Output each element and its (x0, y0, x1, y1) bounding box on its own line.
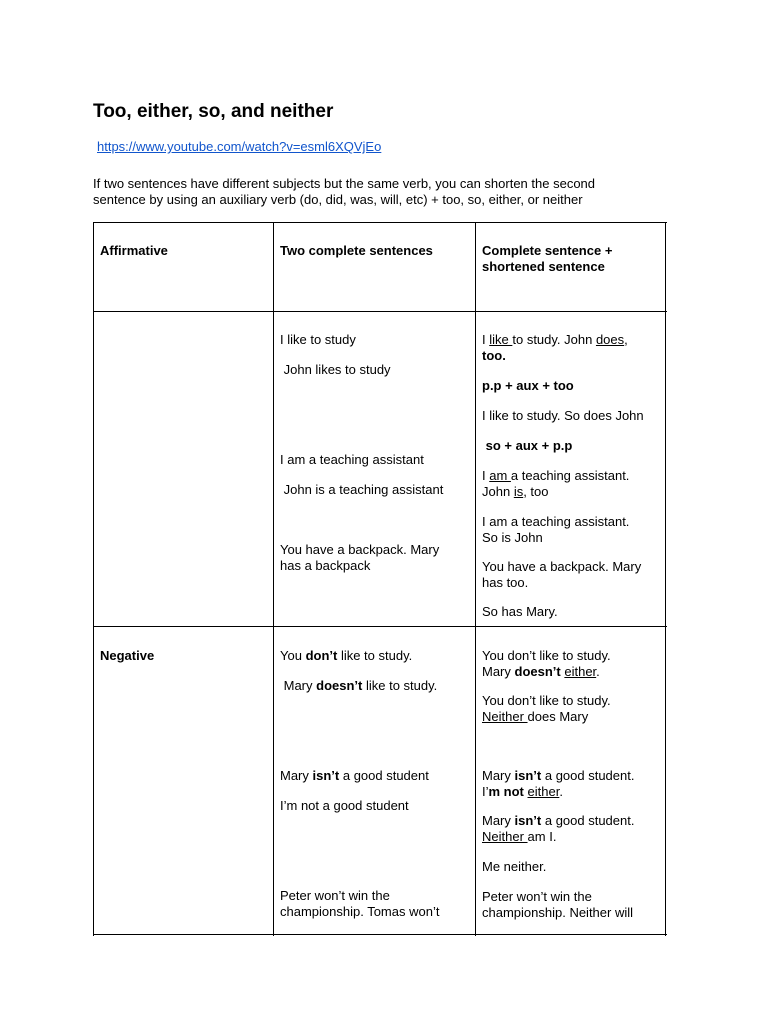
intro-line-2: sentence by using an auxiliary verb (do, did, was, will, etc) + too, so, either, or neither (93, 192, 583, 207)
neg-sentence-1 (280, 648, 412, 664)
youtube-link[interactable]: https://www.youtube.com/watch?v=esml6XQVjEo (97, 139, 382, 154)
neg-sentence-2-c: like to study. (362, 678, 438, 693)
neg-short-2-line-1: You don’t like to study. (482, 693, 611, 708)
neg-sentence-1-c: like to study. (337, 648, 413, 663)
aff-short-3-c: a teaching assistant. (510, 468, 630, 483)
neg-short-3-either: either (527, 784, 560, 799)
aff-sentence-2: John likes to study (280, 362, 391, 377)
header-row-divider (93, 311, 667, 312)
intro-line-1: If two sentences have different subjects but the same verb, you can shorten the second (93, 176, 596, 191)
neg-short-2 (482, 693, 611, 725)
header-two-sentences: Two complete sentences (280, 243, 433, 258)
aff-short-5-line-2: has too. (482, 575, 529, 590)
table-border-top (93, 222, 667, 223)
column-divider-2 (475, 222, 476, 936)
aff-pattern-too: p.p + aux + too (482, 378, 574, 393)
aff-short-4 (482, 514, 629, 546)
aff-short-4-line-2: So is John (482, 530, 543, 545)
neg-short-1 (482, 648, 611, 680)
neg-short-2-b: does Mary (527, 709, 589, 724)
neg-sentence-2-doesnt: doesn’t (316, 678, 363, 693)
column-divider-1 (273, 222, 274, 936)
neg-sentence-5-line-2: championship. Tomas won’t (280, 904, 440, 919)
aff-short-3-e: , too (523, 484, 549, 499)
aff-short-1-too: too. (482, 348, 506, 363)
neg-short-1-e: . (596, 664, 600, 679)
aff-short-1-does: does (595, 332, 625, 347)
aff-short-2: I like to study. So does John (482, 408, 644, 423)
aff-sentence-5 (280, 542, 439, 574)
neg-short-6-line-2: championship. Neither will (482, 905, 634, 920)
header-shortened-line-2: shortened sentence (482, 259, 605, 274)
neg-sentence-5 (280, 888, 439, 920)
table-border-left (93, 222, 94, 936)
aff-short-6: So has Mary. (482, 604, 558, 619)
table-border-bottom (93, 934, 667, 935)
neg-short-1-doesnt: doesn’t (514, 664, 561, 679)
aff-sentence-1: I like to study (280, 332, 356, 347)
neg-short-1-a: Mary (482, 664, 515, 679)
aff-short-3-is: is (513, 484, 524, 499)
header-affirmative: Affirmative (100, 243, 168, 258)
neg-short-3-isnt: isn’t (514, 768, 542, 783)
aff-sentence-5-line-2: has a backpack (280, 558, 371, 573)
aff-pattern-so: so + aux + p.p (482, 438, 573, 453)
neg-short-4-c: a good student. (541, 813, 635, 828)
neg-short-3-a: Mary (482, 768, 515, 783)
neg-short-3-c: a good student. (541, 768, 635, 783)
intro-paragraph (93, 176, 683, 208)
neg-sentence-5-line-1: Peter won’t win the (280, 888, 390, 903)
table-border-right (665, 222, 666, 936)
header-shortened-line-1: Complete sentence + (482, 243, 613, 258)
neg-short-6 (482, 889, 633, 921)
neg-short-4-d: am I. (527, 829, 557, 844)
aff-short-5-line-1: You have a backpack. Mary (482, 559, 642, 574)
grammar-table (93, 222, 667, 936)
aff-short-3 (482, 468, 629, 500)
neg-sentence-2-a: Mary (280, 678, 317, 693)
neg-sentence-3 (280, 768, 429, 784)
aff-short-1-c: to study. John (512, 332, 596, 347)
neg-short-4-neither: Neither (482, 829, 528, 844)
aff-short-1-e: , (624, 332, 628, 347)
neg-short-2-neither: Neither (482, 709, 528, 724)
aff-short-5 (482, 559, 641, 591)
neg-short-4 (482, 813, 634, 845)
aff-short-3-am: am (489, 468, 511, 483)
neg-short-4-isnt: isn’t (514, 813, 542, 828)
neg-sentence-3-c: a good student (339, 768, 429, 783)
neg-sentence-1-dont: don’t (305, 648, 338, 663)
neg-short-1-line-1: You don’t like to study. (482, 648, 611, 663)
neg-short-6-line-1: Peter won’t win the (482, 889, 592, 904)
aff-sentence-5-line-1: You have a backpack. Mary (280, 542, 440, 557)
aff-sentence-4: John is a teaching assistant (280, 482, 444, 497)
neg-sentence-1-a: You (280, 648, 306, 663)
header-shortened (482, 243, 612, 275)
aff-short-1-a: I (482, 332, 490, 347)
aff-short-3-d: John (482, 484, 514, 499)
neg-short-5: Me neither. (482, 859, 547, 874)
negative-label: Negative (100, 648, 155, 663)
aff-short-1 (482, 332, 628, 364)
neg-short-1-either: either (564, 664, 597, 679)
document-title: Too, either, so, and neither (93, 101, 334, 122)
neg-short-3-mnot: m not (488, 784, 524, 799)
row-divider (93, 626, 667, 627)
aff-sentence-3: I am a teaching assistant (280, 452, 424, 467)
neg-sentence-2 (280, 678, 437, 694)
neg-short-3-f: . (559, 784, 563, 799)
aff-short-4-line-1: I am a teaching assistant. (482, 514, 630, 529)
neg-short-4-a: Mary (482, 813, 515, 828)
neg-short-3 (482, 768, 634, 800)
neg-short-3-d: I’ (482, 784, 489, 799)
neg-sentence-3-isnt: isn’t (312, 768, 340, 783)
neg-sentence-4: I’m not a good student (280, 798, 409, 813)
neg-sentence-3-a: Mary (280, 768, 313, 783)
aff-short-3-a: I (482, 468, 490, 483)
aff-short-1-like: like (489, 332, 513, 347)
